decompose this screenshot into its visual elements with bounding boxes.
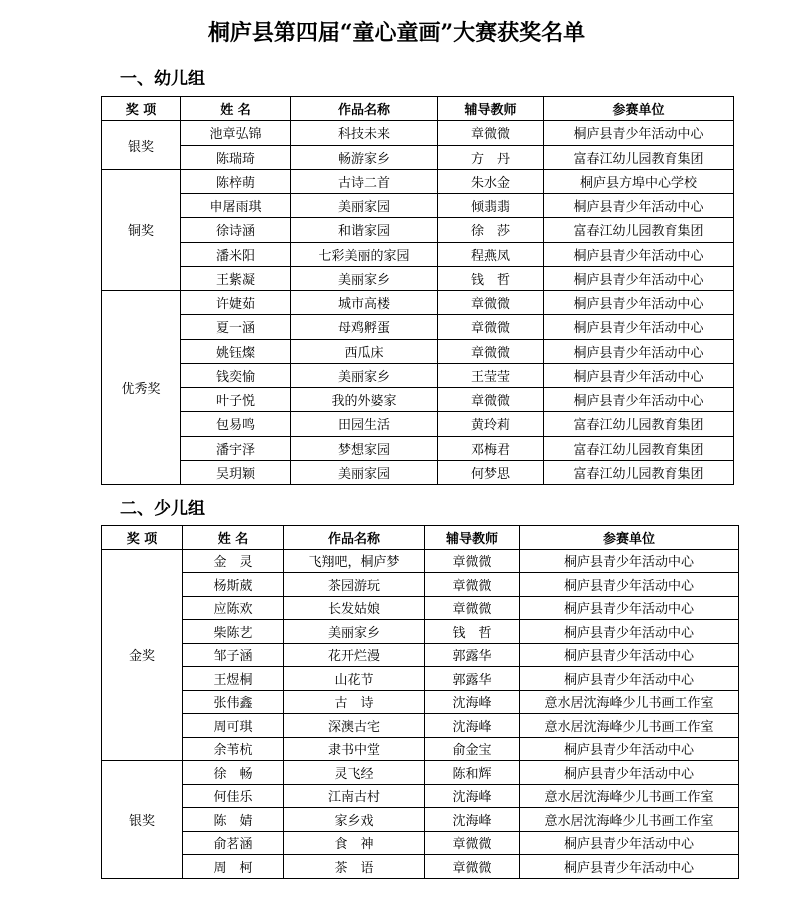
cell-unit: 富春江幼儿园教育集团	[544, 145, 734, 169]
table-row	[102, 169, 734, 193]
header-work-title: 作品名称	[291, 97, 438, 121]
cell-work-title: 母鸡孵蛋	[291, 315, 438, 339]
section-heading-youth: 二、少儿组	[120, 499, 205, 519]
table-row	[102, 339, 734, 363]
cell-name: 包易鸣	[181, 412, 291, 436]
cell-name: 王紫凝	[181, 266, 291, 290]
cell-unit: 桐庐县青少年活动中心	[520, 855, 739, 879]
cell-name: 张伟鑫	[183, 690, 284, 714]
table-header-row	[102, 97, 734, 121]
cell-teacher: 沈海峰	[425, 714, 520, 738]
table-row	[102, 690, 739, 714]
cell-unit: 桐庐县青少年活动中心	[544, 291, 734, 315]
table-row	[102, 315, 734, 339]
table-row	[102, 436, 734, 460]
cell-name: 潘米阳	[181, 242, 291, 266]
table-header-row	[102, 526, 739, 550]
cell-name: 周可琪	[183, 714, 284, 738]
cell-work-title: 和谐家园	[291, 218, 438, 242]
table-row	[102, 643, 739, 667]
cell-unit: 富春江幼儿园教育集团	[544, 460, 734, 484]
table-row	[102, 145, 734, 169]
cell-unit: 富春江幼儿园教育集团	[544, 436, 734, 460]
cell-teacher: 俞金宝	[425, 737, 520, 761]
cell-unit: 桐庐县青少年活动中心	[520, 761, 739, 785]
table-row	[102, 620, 739, 644]
cell-unit: 桐庐县青少年活动中心	[520, 549, 739, 573]
cell-work-title: 飞翔吧，桐庐梦	[284, 549, 425, 573]
cell-teacher: 朱水金	[438, 169, 544, 193]
cell-name: 钱奕愉	[181, 363, 291, 387]
cell-name: 申屠雨琪	[181, 194, 291, 218]
table-row	[102, 460, 734, 484]
table-row	[102, 291, 734, 315]
cell-teacher: 王莹莹	[438, 363, 544, 387]
table-row	[102, 855, 739, 879]
cell-work-title: 隶书中堂	[284, 737, 425, 761]
cell-name: 余苇杭	[183, 737, 284, 761]
cell-work-title: 食 神	[284, 831, 425, 855]
cell-teacher: 章微微	[425, 573, 520, 597]
cell-teacher: 郭露华	[425, 643, 520, 667]
cell-name: 姚钰燦	[181, 339, 291, 363]
cell-unit: 桐庐县青少年活动中心	[520, 643, 739, 667]
cell-unit: 桐庐县青少年活动中心	[544, 194, 734, 218]
cell-teacher: 陈和辉	[425, 761, 520, 785]
cell-work-title: 茶园游玩	[284, 573, 425, 597]
cell-teacher: 钱 哲	[438, 266, 544, 290]
cell-unit: 桐庐县青少年活动中心	[544, 388, 734, 412]
cell-work-title: 古诗二首	[291, 169, 438, 193]
cell-teacher: 徐 莎	[438, 218, 544, 242]
cell-name: 何佳乐	[183, 784, 284, 808]
cell-name: 叶子悦	[181, 388, 291, 412]
cell-work-title: 美丽家乡	[284, 620, 425, 644]
cell-teacher: 章微微	[425, 596, 520, 620]
cell-unit: 富春江幼儿园教育集团	[544, 218, 734, 242]
table-row	[102, 218, 734, 242]
cell-award: 铜奖	[102, 169, 181, 290]
table-row	[102, 121, 734, 145]
cell-teacher: 章微微	[425, 549, 520, 573]
cell-teacher: 章微微	[438, 121, 544, 145]
table-row	[102, 714, 739, 738]
cell-teacher: 黄玲莉	[438, 412, 544, 436]
section-heading-kindergarten: 一、幼儿组	[120, 69, 205, 89]
cell-name: 陈 婧	[183, 808, 284, 832]
award-table-kindergarten	[101, 96, 734, 485]
header-unit: 参赛单位	[544, 97, 734, 121]
cell-work-title: 花开烂漫	[284, 643, 425, 667]
cell-teacher: 邓梅君	[438, 436, 544, 460]
cell-unit: 桐庐县青少年活动中心	[544, 363, 734, 387]
cell-teacher: 章微微	[438, 388, 544, 412]
cell-work-title: 深澳古宅	[284, 714, 425, 738]
cell-name: 金 灵	[183, 549, 284, 573]
cell-name: 杨斯葳	[183, 573, 284, 597]
cell-award: 银奖	[102, 761, 183, 879]
cell-unit: 富春江幼儿园教育集团	[544, 412, 734, 436]
cell-unit: 意水居沈海峰少儿书画工作室	[520, 808, 739, 832]
cell-unit: 桐庐县青少年活动中心	[520, 831, 739, 855]
cell-work-title: 茶 语	[284, 855, 425, 879]
cell-unit: 桐庐县青少年活动中心	[520, 620, 739, 644]
cell-unit: 桐庐县青少年活动中心	[520, 573, 739, 597]
cell-name: 徐诗涵	[181, 218, 291, 242]
table-row	[102, 549, 739, 573]
cell-name: 池章弘锦	[181, 121, 291, 145]
cell-work-title: 长发姑娘	[284, 596, 425, 620]
cell-work-title: 江南古村	[284, 784, 425, 808]
cell-work-title: 科技未来	[291, 121, 438, 145]
cell-name: 陈瑞琦	[181, 145, 291, 169]
table-row	[102, 737, 739, 761]
cell-name: 俞茗涵	[183, 831, 284, 855]
table-row	[102, 242, 734, 266]
cell-teacher: 程燕凤	[438, 242, 544, 266]
header-teacher: 辅导教师	[438, 97, 544, 121]
cell-teacher: 沈海峰	[425, 690, 520, 714]
table-row	[102, 784, 739, 808]
cell-teacher: 郭露华	[425, 667, 520, 691]
cell-work-title: 古 诗	[284, 690, 425, 714]
table-row	[102, 573, 739, 597]
cell-work-title: 美丽家园	[291, 194, 438, 218]
cell-teacher: 倾翡翡	[438, 194, 544, 218]
header-work-title: 作品名称	[284, 526, 425, 550]
cell-teacher: 沈海峰	[425, 784, 520, 808]
cell-name: 徐 畅	[183, 761, 284, 785]
cell-name: 柴陈艺	[183, 620, 284, 644]
header-award: 奖 项	[102, 97, 181, 121]
cell-work-title: 山花节	[284, 667, 425, 691]
table-row	[102, 266, 734, 290]
cell-award: 优秀奖	[102, 291, 181, 485]
cell-name: 陈梓萌	[181, 169, 291, 193]
cell-unit: 桐庐县青少年活动中心	[520, 596, 739, 620]
cell-work-title: 我的外婆家	[291, 388, 438, 412]
cell-teacher: 何梦思	[438, 460, 544, 484]
cell-unit: 意水居沈海峰少儿书画工作室	[520, 784, 739, 808]
table-row	[102, 667, 739, 691]
cell-name: 周 柯	[183, 855, 284, 879]
cell-work-title: 田园生活	[291, 412, 438, 436]
cell-unit: 桐庐县青少年活动中心	[544, 315, 734, 339]
cell-unit: 桐庐县青少年活动中心	[520, 737, 739, 761]
cell-teacher: 章微微	[438, 315, 544, 339]
cell-award: 银奖	[102, 121, 181, 170]
table-row	[102, 412, 734, 436]
cell-unit: 桐庐县方埠中心学校	[544, 169, 734, 193]
cell-unit: 桐庐县青少年活动中心	[544, 339, 734, 363]
cell-name: 许婕茹	[181, 291, 291, 315]
cell-work-title: 美丽家园	[291, 460, 438, 484]
cell-work-title: 城市高楼	[291, 291, 438, 315]
cell-work-title: 灵飞经	[284, 761, 425, 785]
cell-work-title: 家乡戏	[284, 808, 425, 832]
table-row	[102, 194, 734, 218]
table-row	[102, 831, 739, 855]
cell-teacher: 章微微	[438, 291, 544, 315]
cell-teacher: 方 丹	[438, 145, 544, 169]
table-row	[102, 761, 739, 785]
header-teacher: 辅导教师	[425, 526, 520, 550]
page-title: 桐庐县第四届“童心童画”大赛获奖名单	[207, 20, 586, 46]
header-name: 姓 名	[181, 97, 291, 121]
cell-unit: 桐庐县青少年活动中心	[544, 121, 734, 145]
table-row	[102, 388, 734, 412]
cell-name: 应陈欢	[183, 596, 284, 620]
table-row	[102, 363, 734, 387]
cell-unit: 桐庐县青少年活动中心	[544, 242, 734, 266]
cell-teacher: 章微微	[425, 831, 520, 855]
header-unit: 参赛单位	[520, 526, 739, 550]
cell-unit: 桐庐县青少年活动中心	[520, 667, 739, 691]
header-award: 奖 项	[102, 526, 183, 550]
cell-name: 吴玥颖	[181, 460, 291, 484]
award-table-youth	[101, 525, 739, 879]
cell-work-title: 美丽家乡	[291, 363, 438, 387]
cell-work-title: 畅游家乡	[291, 145, 438, 169]
cell-teacher: 章微微	[425, 855, 520, 879]
header-name: 姓 名	[183, 526, 284, 550]
cell-teacher: 章微微	[438, 339, 544, 363]
cell-teacher: 钱 哲	[425, 620, 520, 644]
cell-unit: 桐庐县青少年活动中心	[544, 266, 734, 290]
cell-name: 夏一涵	[181, 315, 291, 339]
cell-work-title: 七彩美丽的家园	[291, 242, 438, 266]
cell-name: 潘宇泽	[181, 436, 291, 460]
cell-work-title: 梦想家园	[291, 436, 438, 460]
table-row	[102, 596, 739, 620]
cell-name: 邹子涵	[183, 643, 284, 667]
cell-work-title: 美丽家乡	[291, 266, 438, 290]
cell-work-title: 西瓜床	[291, 339, 438, 363]
cell-teacher: 沈海峰	[425, 808, 520, 832]
cell-award: 金奖	[102, 549, 183, 761]
cell-unit: 意水居沈海峰少儿书画工作室	[520, 714, 739, 738]
table-row	[102, 808, 739, 832]
cell-unit: 意水居沈海峰少儿书画工作室	[520, 690, 739, 714]
cell-name: 王煜桐	[183, 667, 284, 691]
